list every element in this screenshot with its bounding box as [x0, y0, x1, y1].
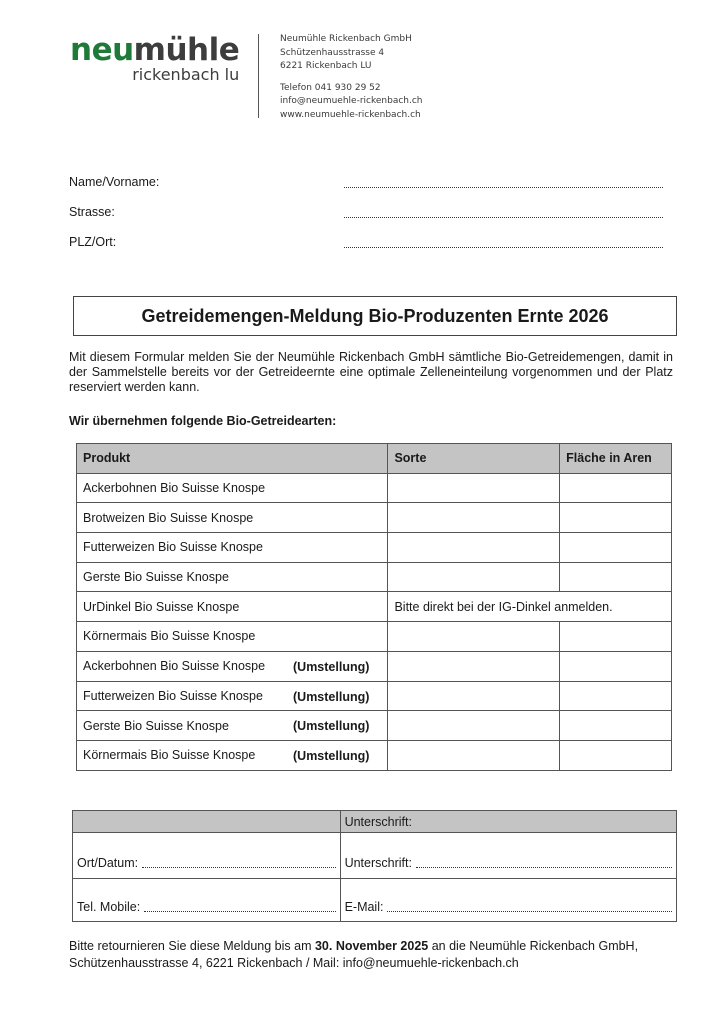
signature-header-left [73, 811, 341, 833]
variety-input-cell[interactable] [388, 711, 560, 741]
conversion-tag: (Umstellung) [293, 719, 370, 734]
product-name: Futterweizen Bio Suisse Knospe [83, 540, 263, 555]
product-cell [77, 711, 388, 741]
product-name: Ackerbohnen Bio Suisse Knospe [83, 659, 266, 674]
footer-text-3: Schützenhausstrasse 4, 6221 Rickenbach / Mail: info@neumuehle-rickenbach.ch [69, 956, 519, 970]
footer-deadline: 30. November 2025 [314, 939, 429, 953]
table-row [77, 533, 672, 563]
variety-input-cell[interactable] [388, 473, 560, 503]
logo-wordmark [70, 34, 239, 66]
area-input-cell[interactable] [560, 740, 672, 770]
address-web: www.neumuehle-rickenbach.ch [280, 109, 421, 120]
address-street: Schützenhausstrasse 4 [280, 47, 385, 58]
product-name: Gerste Bio Suisse Knospe [83, 718, 229, 733]
area-input-cell[interactable] [560, 681, 672, 711]
table-row [77, 651, 672, 681]
name-field[interactable] [69, 175, 663, 191]
form-title: Getreidemengen-Meldung Bio-Produzenten Ernte 2026 [73, 296, 677, 336]
table-row [77, 740, 672, 770]
signature-row-1 [73, 833, 677, 879]
table-row [77, 622, 672, 652]
area-input-cell[interactable] [560, 622, 672, 652]
variety-input-cell[interactable] [388, 622, 560, 652]
plz-field[interactable] [69, 235, 663, 251]
street-label: Strasse: [69, 205, 115, 219]
product-cell [77, 503, 388, 533]
grain-table [76, 443, 672, 771]
email-field[interactable] [340, 879, 676, 922]
product-name: Brotweizen Bio Suisse Knospe [83, 510, 254, 525]
variety-input-cell[interactable] [388, 503, 560, 533]
product-cell [77, 533, 388, 563]
name-line[interactable] [344, 187, 663, 188]
email-line[interactable] [387, 911, 672, 912]
product-cell [77, 562, 388, 592]
row-note: Bitte direkt bei der IG-Dinkel anmelden. [388, 592, 672, 622]
street-field[interactable] [69, 205, 663, 221]
product-name: Körnermais Bio Suisse Knospe [83, 629, 256, 644]
place-date-label: Ort/Datum: [77, 856, 139, 870]
table-row [77, 711, 672, 741]
area-input-cell[interactable] [560, 562, 672, 592]
logo-subtitle: rickenbach lu [132, 65, 240, 84]
footer-text-2: an die Neumühle Rickenbach GmbH, [428, 939, 639, 953]
mobile-field[interactable] [73, 879, 341, 922]
table-header-row [77, 444, 672, 474]
table-row [77, 592, 672, 622]
col-header-variety: Sorte [388, 444, 560, 474]
header-divider [258, 34, 259, 118]
product-cell [77, 473, 388, 503]
signature-row-2 [73, 879, 677, 922]
variety-input-cell[interactable] [388, 533, 560, 563]
place-date-line[interactable] [142, 867, 335, 868]
signature-table [72, 810, 677, 922]
product-cell [77, 681, 388, 711]
variety-input-cell[interactable] [388, 681, 560, 711]
product-name: UrDinkel Bio Suisse Knospe [83, 599, 240, 614]
table-row [77, 562, 672, 592]
address-company: Neumühle Rickenbach GmbH [280, 34, 412, 44]
area-input-cell[interactable] [560, 503, 672, 533]
signature-label: Unterschrift: [344, 856, 412, 870]
product-name: Ackerbohnen Bio Suisse Knospe [83, 481, 266, 496]
mobile-line[interactable] [144, 911, 335, 912]
mobile-label: Tel. Mobile: [77, 900, 141, 914]
product-name: Körnermais Bio Suisse Knospe [83, 748, 256, 763]
plz-label: PLZ/Ort: [69, 235, 117, 249]
email-label: E-Mail: [344, 900, 384, 914]
area-input-cell[interactable] [560, 473, 672, 503]
conversion-tag: (Umstellung) [293, 659, 370, 674]
table-row [77, 681, 672, 711]
intro-text: Mit diesem Formular melden Sie der Neumühle Rickenbach GmbH sämtliche Bio-Getreidemengen, damit in der Sammelstelle bereits vor der Getreideernte eine optimale Zelleneinteilung vorgenommen und der Platz reserviert werden kann. [69, 350, 673, 394]
area-input-cell[interactable] [560, 651, 672, 681]
signature-line[interactable] [416, 867, 672, 868]
address-email: info@neumuehle-rickenbach.ch [280, 96, 423, 106]
name-label: Name/Vorname: [69, 175, 160, 189]
street-line[interactable] [344, 217, 663, 218]
grain-subheading: Wir übernehmen folgende Bio-Getreidearten: [69, 414, 337, 428]
logo-part-muehle: mühle [133, 32, 240, 68]
product-cell [77, 740, 388, 770]
place-date-field[interactable] [73, 833, 341, 879]
address-phone: Telefon 041 930 29 52 [280, 82, 381, 93]
logo-part-neu: neu [70, 32, 134, 68]
variety-input-cell[interactable] [388, 651, 560, 681]
company-logo [70, 34, 239, 84]
product-name: Gerste Bio Suisse Knospe [83, 570, 229, 585]
variety-input-cell[interactable] [388, 562, 560, 592]
product-cell [77, 622, 388, 652]
conversion-tag: (Umstellung) [293, 748, 370, 763]
company-address [280, 33, 423, 122]
footer-text-1: Bitte retournieren Sie diese Meldung bis am [69, 939, 315, 953]
col-header-product: Produkt [77, 444, 388, 474]
table-row [77, 503, 672, 533]
signature-field[interactable] [340, 833, 676, 879]
return-instructions [69, 938, 679, 972]
address-city: 6221 Rickenbach LU [280, 61, 372, 71]
variety-input-cell[interactable] [388, 740, 560, 770]
signature-header-right: Unterschrift: [340, 811, 676, 833]
plz-line[interactable] [344, 247, 663, 248]
col-header-area: Fläche in Aren [560, 444, 672, 474]
area-input-cell[interactable] [560, 711, 672, 741]
product-cell [77, 592, 388, 622]
table-row [77, 473, 672, 503]
conversion-tag: (Umstellung) [293, 689, 370, 704]
signature-header-row [73, 811, 677, 833]
product-name: Futterweizen Bio Suisse Knospe [83, 688, 263, 703]
area-input-cell[interactable] [560, 533, 672, 563]
product-cell [77, 651, 388, 681]
